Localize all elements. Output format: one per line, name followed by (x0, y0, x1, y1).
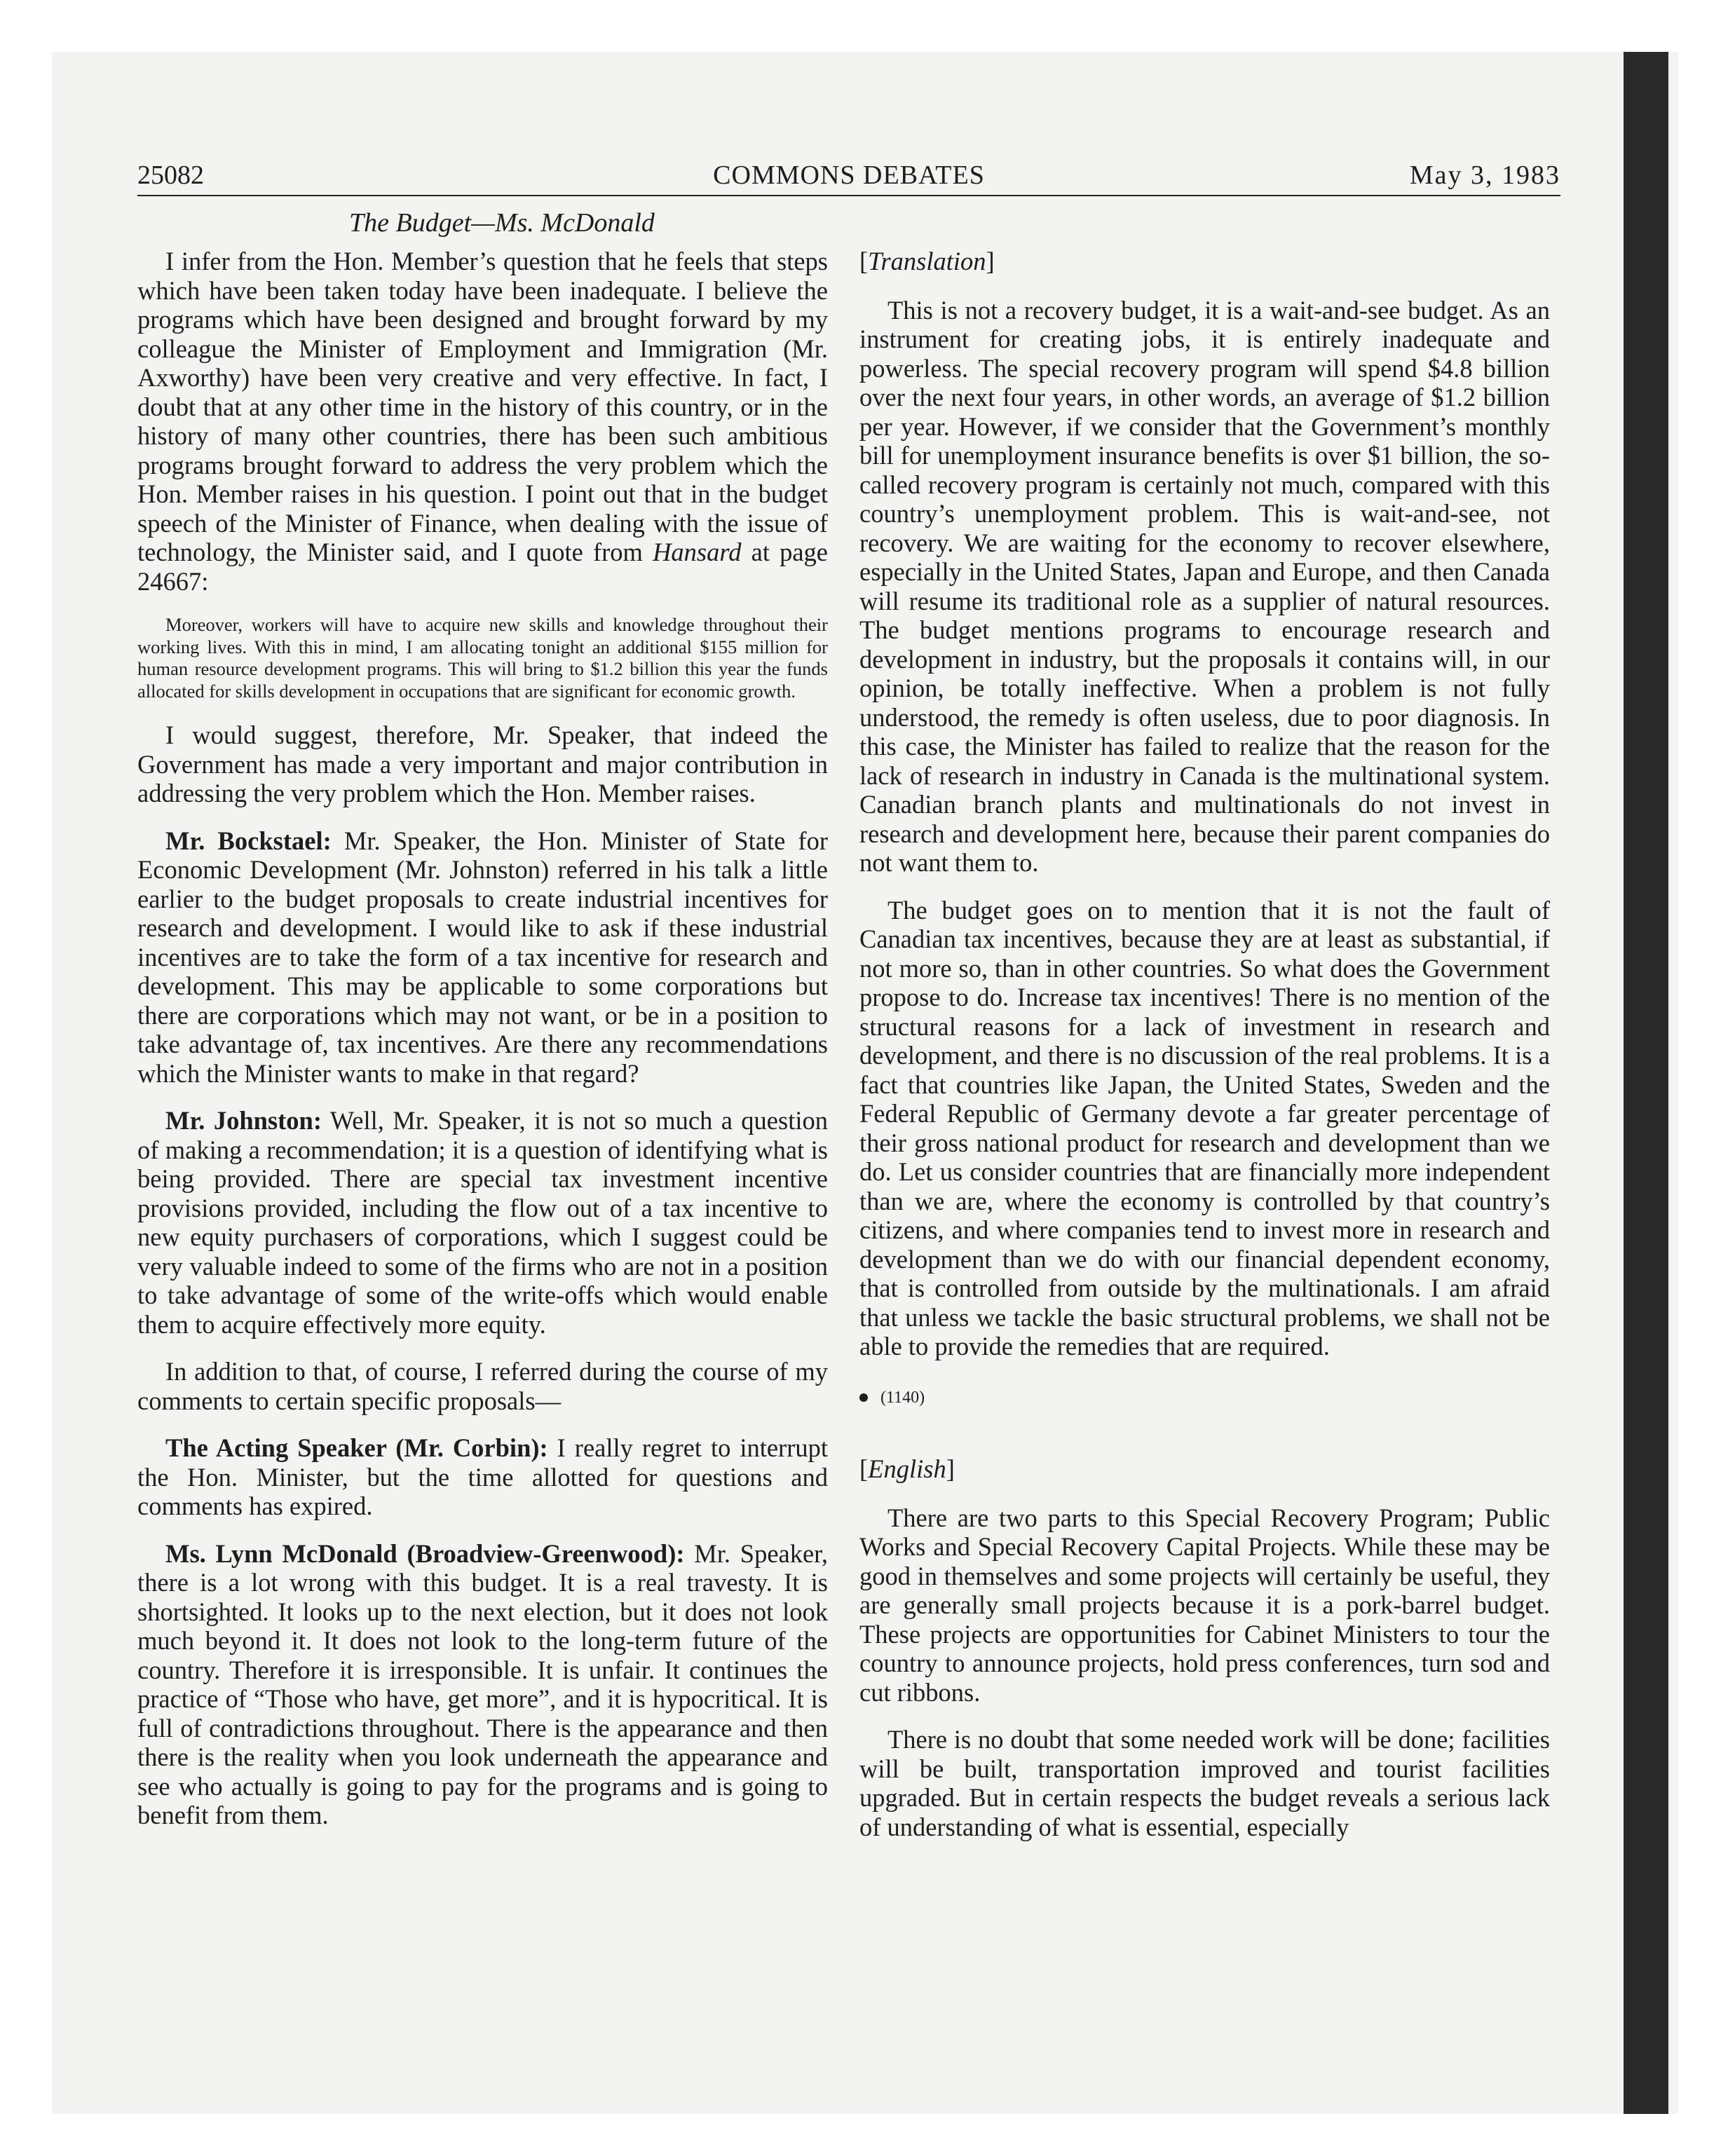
right-column (859, 247, 1550, 1860)
block-quote: Moreover, workers will have to acquire new skills and knowledge throughout their working lives. With this in mind, I am allocating tonight an additional $155 million for human resource development programs. This will bring to $1.2 billion this year the funds allocated for skills development in occupations that are significant for economic growth. (137, 614, 828, 702)
paragraph: This is not a recovery budget, it is a wait-and-see budget. As an instrument for creating jobs, it is entirely inadequate and powerless. The special recovery program will spend $4.8 billion over the next four years, in other words, an average of $1.2 billion per year. However, if we consider that the Government’s monthly bill for unemployment insurance benefits is over $1 billion, the so-called recovery program is certainly not much, compared with this country’s unemployment problem. This is wait-and-see, not recovery. We are waiting for the economy to recover elsewhere, especially in the United States, Japan and Europe, and then Canada will resume its traditional role as a supplier of natural resources. The budget mentions programs to encourage research and development in industry, but the proposals it contains will, in our opinion, be totally ineffective. When a problem is not fully understood, the remedy is often useless, due to poor diagnosis. In this case, the Minister has failed to realize that the reason for the lack of research in industry in Canada is the multinational system. Canadian branch plants and multinationals do not invest in research and development here, because their parent companies do not want them to. (859, 295, 1550, 877)
section-subheader (137, 207, 824, 238)
tag-text: Translation (868, 247, 986, 275)
paragraph-text: I really regret to interrupt the Hon. Minister, but the time allotted for questions and comments has expired. (137, 1433, 828, 1521)
paragraph (137, 1433, 828, 1521)
speaker-name: Ms. Lynn McDonald (Broadview-Greenwood): (165, 1538, 685, 1568)
paragraph (137, 1539, 828, 1830)
time-marker (859, 1384, 1550, 1413)
paragraph (137, 1106, 828, 1339)
paragraph: The budget goes on to mention that it is not the fault of Canadian tax incentives, because they are at least as substantial, if not more so, than in other countries. So what does the Government propose to do. Increase tax incentives! There is no mention of the structural reasons for a lack of investment in research and development, and there is no discussion of the real problems. It is a fact that countries like Japan, the United States, Sweden and the Federal Republic of Germany devote a far greater percentage of their gross national product for research and development than we do. Let us consider countries that are financially more independent than we are, where the economy is controlled by that country’s citizens, and where companies tend to invest more in research and development than we do with our financial dependent economy, that is controlled from outside by the multinationals. I am afraid that unless we tackle the basic structural problems, we shall not be able to provide the remedies that are required. (859, 895, 1550, 1360)
scan-edge-bar (1624, 52, 1668, 2114)
paragraph-text: Mr. Speaker, the Hon. Minister of State for Economic Development (Mr. Johnston) referred in his talk a little earlier to the budget proposals to create industrial incentives for research and development. I would like to ask if these industrial incentives are to take the form of a tax incentive for research and development. This may be applicable to some corporations but there are corporations which may not want, or be in a position to take advantage of, tax incentives. Are there any recommendations which the Minister wants to make in that regard? (137, 826, 828, 1088)
english-tag: [English] (859, 1454, 955, 1483)
speaker-name: The Acting Speaker (Mr. Corbin): (165, 1433, 548, 1463)
page-header (137, 158, 1560, 196)
publication-title: COMMONS DEBATES (713, 161, 985, 190)
publication-date: May 3, 1983 (1409, 161, 1560, 190)
paragraph (137, 826, 828, 1089)
speaker-name: Mr. Johnston: (165, 1106, 322, 1135)
paragraph: There are two parts to this Special Recovery Program; Public Works and Special Recovery Capital Projects. While these may be good in themselves and some projects will certainly be useful, they are generally small projects because it is a pork-barrel budget. These projects are opportunities for Cabinet Ministers to tour the country to announce projects, hold press conferences, turn sod and cut ribbons. (859, 1503, 1550, 1707)
subheader-text: The Budget—Ms. McDonald (349, 208, 655, 238)
paragraph-text: Well, Mr. Speaker, it is not so much a question of making a recommendation; it is a question of identifying what is being provided. There are special tax investment incentive provisions provided, including the flow out of a tax incentive to new equity purchasers of corporations, which I suggest could be very valuable indeed to some of the firms who are not in a position to take advantage of some of the write-offs which would enable them to acquire effectively more equity. (137, 1106, 828, 1339)
tag-text: English (868, 1454, 946, 1483)
paragraph-text: Mr. Speaker, there is a lot wrong with this budget. It is a real travesty. It is shortsighted. It looks up to the next election, but it does not look much beyond it. It does not look to the long-term future of the country. Therefore it is irresponsible. It is unfair. It continues the practice of “Those who have, get more”, and it is hypocritical. It is full of contradictions throughout. There is the appearance and then there is the reality when you look underneath the appearance and see who actually is going to pay for the programs and is going to benefit from them. (137, 1538, 828, 1830)
paragraph (137, 247, 828, 596)
bullet-icon (859, 1393, 868, 1402)
page-number: 25082 (137, 161, 204, 190)
speaker-name: Mr. Bockstael: (165, 826, 332, 855)
paragraph-text: I infer from the Hon. Member’s question that he feels that steps which have been taken today have been inadequate. I believe the programs which have been designed and brought forward by my colleague the Minister of Employment and Immigration (Mr. Axworthy) have been very creative and very effective. In fact, I doubt that at any other time in the history of this country, or in the history of many other countries, there has been such ambitious programs brought forward to address the very problem which the Hon. Member raises in his question. I point out that in the budget speech of the Minister of Finance, when dealing with the issue of technology, the Minister said, and I quote from (137, 247, 828, 566)
paragraph: There is no doubt that some needed work will be done; facilities will be built, transportation improved and tourist facilities upgraded. But in certain respects the budget reveals a serious lack of understanding of what is essential, especially (859, 1725, 1550, 1841)
left-column (137, 247, 828, 1848)
paragraph-text: at page 24667: (137, 538, 829, 596)
time-marker-text: (1140) (880, 1388, 925, 1407)
paragraph: I would suggest, therefore, Mr. Speaker, that indeed the Government has made a very important and major contribution in addressing the very problem which the Hon. Member raises. (137, 721, 828, 808)
paragraph: In addition to that, of course, I referred during the course of my comments to certain specific proposals— (137, 1357, 828, 1415)
translation-tag: [Translation] (859, 247, 995, 275)
hansard-reference: Hansard (653, 538, 742, 566)
